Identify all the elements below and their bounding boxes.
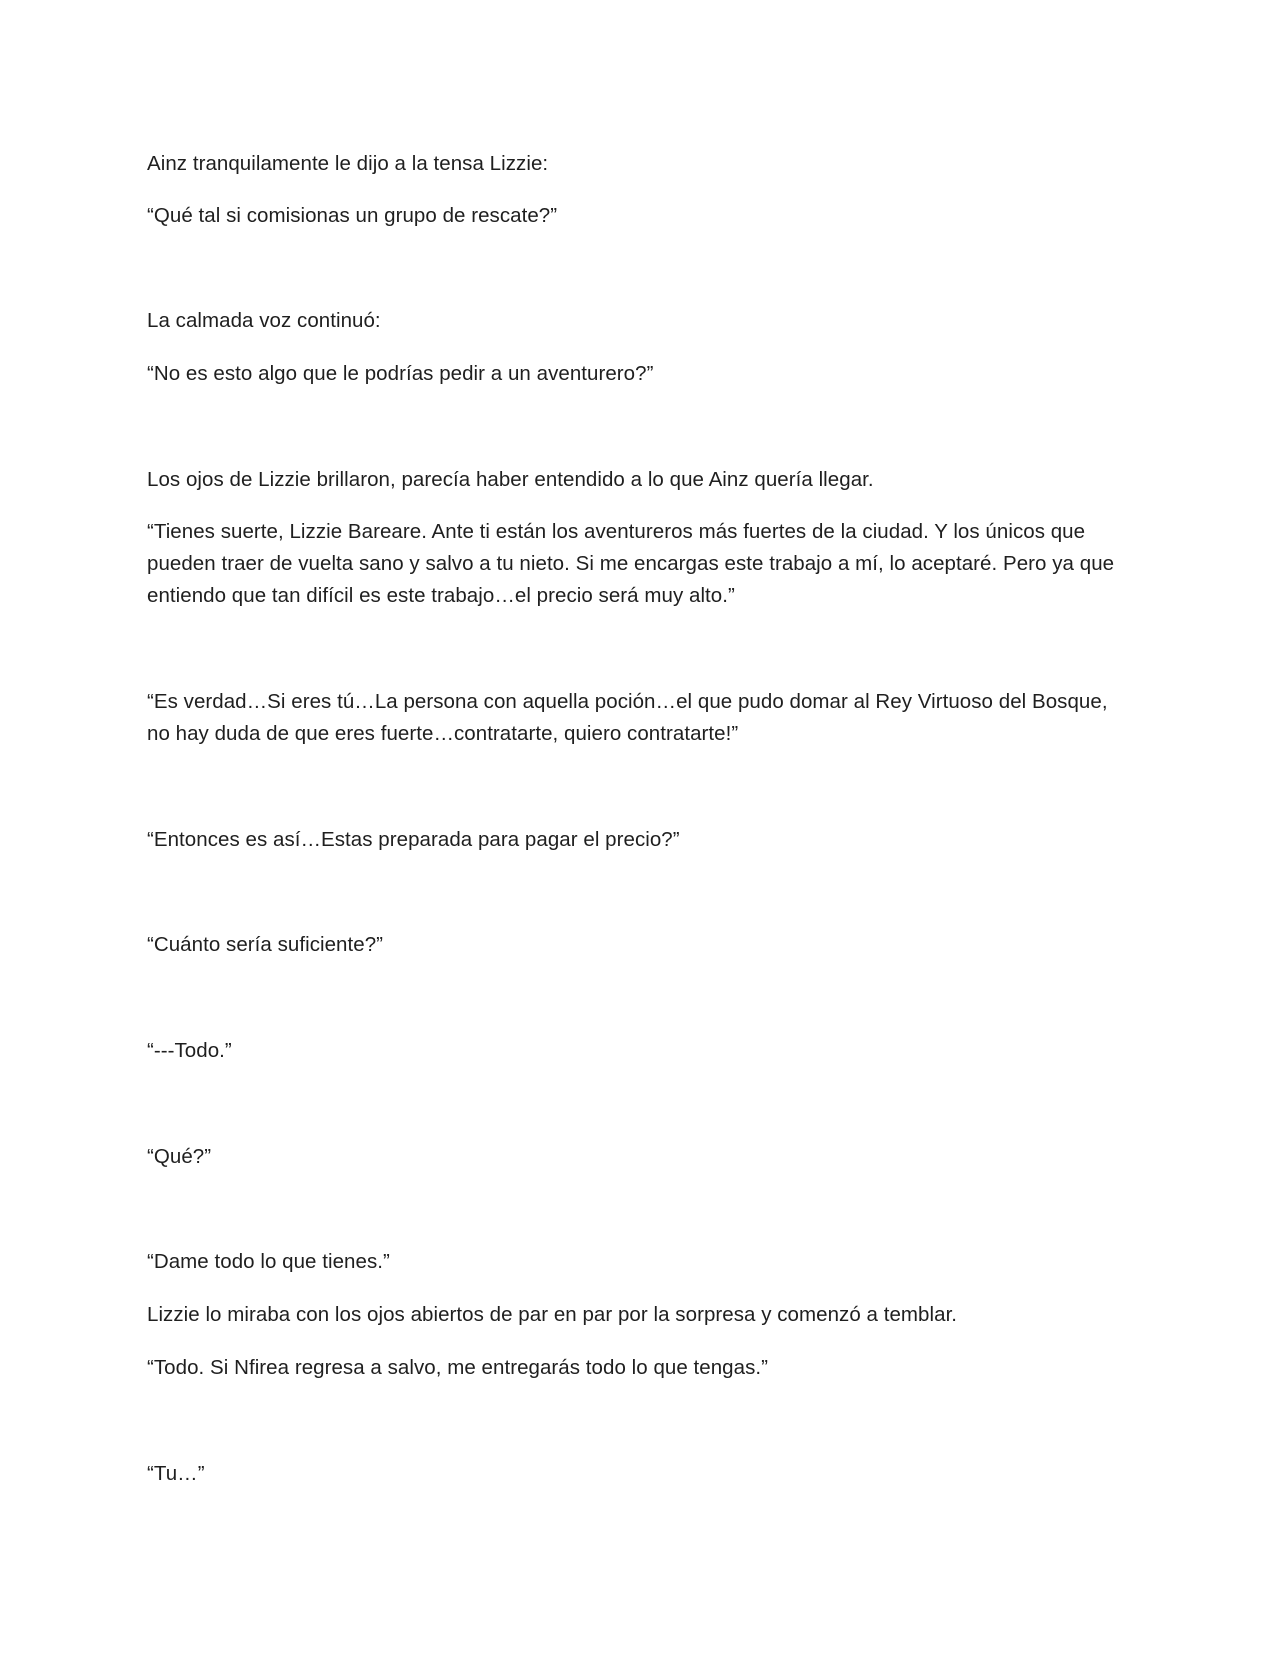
paragraph-12: “Dame todo lo que tienes.” <box>147 1250 390 1273</box>
paragraph-7: “Es verdad…Si eres tú…La persona con aquella poción…el que pudo domar al Rey Virtuoso del Bosque, no hay duda de que eres fuerte…contratarte, quiero contratarte!” <box>147 690 1108 745</box>
paragraph-11: “Qué?” <box>147 1145 212 1168</box>
paragraph-5: Los ojos de Lizzie brillaron, parecía haber entendido a lo que Ainz quería llegar. <box>147 468 874 491</box>
paragraph-2: “Qué tal si comisionas un grupo de rescate?” <box>147 204 558 227</box>
paragraph-13: Lizzie lo miraba con los ojos abiertos de par en par por la sorpresa y comenzó a temblar. <box>147 1303 958 1326</box>
paragraph-1: Ainz tranquilamente le dijo a la tensa Lizzie: <box>147 152 549 175</box>
paragraph-3: La calmada voz continuó: <box>147 309 381 332</box>
paragraph-6: “Tienes suerte, Lizzie Bareare. Ante ti están los aventureros más fuertes de la ciudad. Y los únicos que pueden traer de vuelta sano y salvo a tu nieto. Si me encargas este trabajo a mí, lo aceptaré. Pero ya que entiendo que tan difícil es este trabajo…el precio será muy alto.” <box>147 520 1115 607</box>
paragraph-9: “Cuánto sería suficiente?” <box>147 933 384 956</box>
paragraph-8: “Entonces es así…Estas preparada para pagar el precio?” <box>147 828 680 851</box>
paragraph-14: “Todo. Si Nfirea regresa a salvo, me entregarás todo lo que tengas.” <box>147 1356 769 1379</box>
paragraph-15: “Tu…” <box>147 1462 205 1485</box>
paragraph-10: “---Todo.” <box>147 1039 232 1062</box>
paragraph-4: “No es esto algo que le podrías pedir a un aventurero?” <box>147 362 654 385</box>
